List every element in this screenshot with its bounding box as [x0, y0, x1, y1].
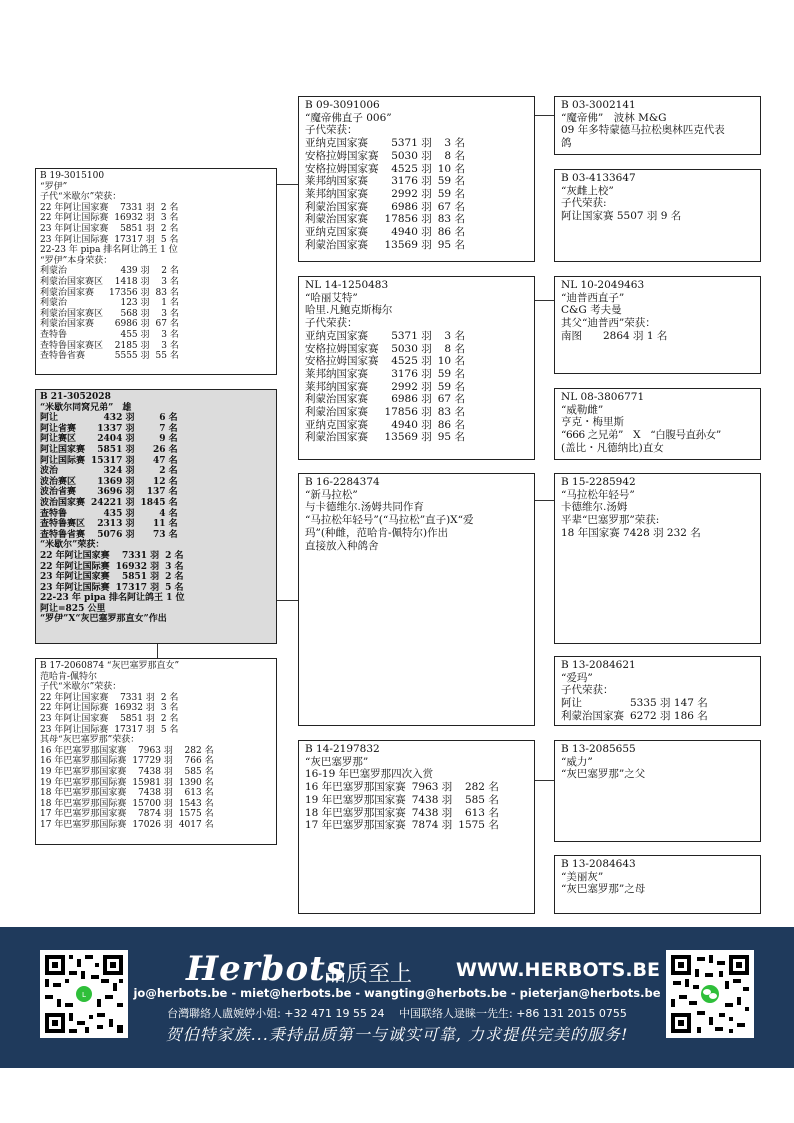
sire-results-own	[40, 266, 272, 361]
sire-note: 子代“米歇尔”荣获：	[40, 192, 122, 203]
ggp-breeder: 亨克・梅里斯	[561, 416, 624, 429]
result-cell: 5030 羽	[391, 342, 432, 355]
result-cell: 3176 羽	[391, 175, 432, 188]
result-cell: 7438 羽	[138, 788, 173, 799]
ggp-note: 子代荣获：	[561, 684, 614, 697]
result-cell: 波治国家赛	[40, 497, 86, 508]
result-cell: 3 名	[165, 561, 184, 572]
result-cell: 5 名	[160, 234, 179, 245]
granddam-paternal-card	[298, 276, 535, 460]
result-cell: 435 羽	[103, 508, 135, 519]
result-cell: 7331 羽	[120, 692, 155, 703]
connector	[157, 644, 158, 658]
result-cell: 利蒙治国家赛	[305, 200, 368, 213]
result-cell: 16 年巴塞罗那国家赛	[305, 781, 406, 794]
connector	[534, 500, 554, 501]
result-cell: 17 年巴塞罗那国家赛	[40, 809, 127, 820]
result-cell: 6986 羽	[114, 319, 150, 330]
result-cell: 24221 羽	[91, 497, 135, 508]
result-cell: 585 名	[184, 766, 214, 777]
dam-note: 子代“米歇尔”荣获：	[40, 682, 122, 693]
sire-ring: B 19-3015100	[40, 171, 105, 181]
result-cell: 2992 羽	[391, 187, 432, 200]
subject-tail: 阿让=825 公里	[40, 603, 106, 614]
result-cell: 13569 羽	[384, 238, 432, 251]
result-cell: 47 名	[152, 455, 178, 466]
result-cell: 利蒙治国家赛	[305, 431, 368, 444]
result-cell: 波治省赛	[40, 487, 77, 498]
result-cell: 282 名	[464, 781, 499, 794]
result-cell: 2313 羽	[97, 519, 135, 530]
result-cell: 17317 羽	[114, 724, 155, 735]
brand-logo: Herbots	[186, 949, 346, 989]
gd1-name: “哈丽艾特”	[305, 291, 358, 304]
result-cell: 3 名	[444, 137, 465, 150]
result-cell: 7874 羽	[138, 809, 173, 820]
subject-card	[35, 389, 277, 644]
result-cell: 67 名	[155, 319, 179, 330]
result-cell: 利蒙治国家赛	[40, 319, 95, 330]
connector	[276, 600, 298, 601]
result-cell: 22 年阿让国际赛	[40, 213, 109, 224]
sire-results-offspring	[40, 203, 272, 245]
result-cell: 5076 羽	[97, 529, 135, 540]
result-cell: 查特鲁赛区	[40, 519, 86, 530]
result-cell: 15700 羽	[132, 798, 173, 809]
gs2-note: 与卡德维尔.汤姆共同作育	[305, 501, 424, 514]
subject-name: “米歇尔同窝兄弟” 雄	[40, 402, 132, 413]
gs2-note: 直接放入种鸽舍	[305, 539, 379, 552]
result-cell: 17317 羽	[114, 234, 155, 245]
result-cell: 73 名	[152, 529, 178, 540]
result-cell: 16932 羽	[115, 561, 160, 572]
result-cell: 16932 羽	[114, 213, 155, 224]
result-cell: 83 名	[437, 406, 465, 419]
result-cell: 2 名	[160, 223, 179, 234]
result-cell: 7438 羽	[138, 766, 173, 777]
result-cell: 22 年阿让国家赛	[40, 550, 110, 561]
result-cell: 439 羽	[120, 266, 150, 277]
result-cell: 2 名	[161, 266, 179, 277]
result-cell: 1337 羽	[97, 423, 135, 434]
result-cell: 3696 羽	[97, 487, 135, 498]
ggp-note: 平辈“巴塞罗那”荣获:	[561, 514, 660, 527]
result-cell: 3 名	[161, 340, 179, 351]
result-cell: 3 名	[160, 703, 179, 714]
ggp-card-2	[554, 169, 761, 262]
ggp-name: “迪普西直子”	[561, 291, 625, 304]
gs2-ring: B 16-2284374	[305, 476, 380, 488]
result-cell: 利蒙治国家赛	[305, 213, 368, 226]
result-cell: 2 名	[160, 202, 179, 213]
result-cell: 22 年阿让国家赛	[40, 692, 109, 703]
result-cell: 22 年阿让国家赛	[40, 202, 109, 213]
ggp-note: (盖比・凡德纳比)直女	[561, 441, 664, 454]
result-cell: 1 名	[161, 298, 179, 309]
sire-mid: “罗伊”本身荣获：	[40, 255, 113, 266]
ggp-note: 南图 2864 羽 1 名	[561, 329, 668, 342]
result-cell: 26 名	[152, 444, 178, 455]
result-cell: 阿让	[40, 413, 59, 424]
result-cell: 2992 羽	[391, 380, 432, 393]
result-cell: 7331 羽	[121, 550, 160, 561]
subject-tail: 22-23 年 pipa 排名阿让鸽王 1 位	[40, 593, 185, 604]
result-cell: 18 年巴塞罗那国家赛	[305, 806, 406, 819]
result-cell: 5851 羽	[120, 223, 155, 234]
result-cell: 23 年阿让国家赛	[40, 223, 109, 234]
result-cell: 5 名	[165, 582, 184, 593]
ggp-card-6	[554, 656, 761, 726]
brand-tagline: 品质至上	[324, 962, 413, 987]
result-cell: 324 羽	[103, 466, 135, 477]
result-cell: 利蒙治国家赛	[305, 406, 368, 419]
result-cell: 568 羽	[120, 308, 150, 319]
email-contacts[interactable]: jo@herbots.be - miet@herbots.be - wangting@herbots.be - pieterjan@herbots.be	[133, 986, 661, 1000]
result-cell: 83 名	[437, 213, 465, 226]
result-cell: 613 名	[464, 806, 499, 819]
result-cell: 莱邦纳国家赛	[305, 187, 368, 200]
ggp-ring: B 15-2285942	[561, 476, 636, 488]
result-cell: 1575 名	[178, 809, 214, 820]
ggp-note: 其父“迪普西”荣获：	[561, 317, 656, 330]
result-cell: 59 名	[437, 187, 465, 200]
result-cell: 23 年阿让国际赛	[40, 234, 109, 245]
gs1-ring: B 09-3091006	[305, 99, 380, 111]
result-cell: 亚纳克国家赛	[305, 329, 368, 342]
result-cell: 1369 羽	[97, 476, 135, 487]
subject-ring: B 21-3052028	[40, 392, 111, 402]
result-cell: 阿让赛区	[40, 434, 77, 445]
result-cell: 17 年巴塞罗那国际赛	[40, 819, 127, 830]
result-cell: 3 名	[160, 213, 179, 224]
result-cell: 8 名	[444, 149, 465, 162]
ggp-note: 18 年国家赛 7428 羽 232 名	[561, 526, 701, 539]
phone-contacts: 台灣聯絡人盧婉婷小姐: +32 471 19 55 24 中国联络人逯睐一先生: +86 131 2015 0755	[167, 1007, 627, 1020]
result-cell: 阿让省赛	[40, 423, 77, 434]
ggp-card-4	[554, 388, 761, 460]
result-cell: 55 名	[155, 351, 179, 362]
result-cell: 67 名	[437, 393, 465, 406]
result-cell: 455 羽	[120, 329, 150, 340]
result-cell: 7438 羽	[411, 793, 453, 806]
result-cell: 6 名	[159, 413, 178, 424]
ggp-ring: B 03-4133647	[561, 172, 636, 184]
result-cell: 13569 羽	[384, 431, 432, 444]
result-cell: 22 年阿让国际赛	[40, 561, 110, 572]
result-cell: 1543 名	[178, 798, 214, 809]
result-cell: 利蒙治国家赛区	[40, 308, 104, 319]
ggp-name: “灰雌上校”	[561, 184, 614, 197]
ggp-ring: B 03-3002141	[561, 99, 636, 111]
result-cell: 18 年巴塞罗那国家赛	[40, 788, 127, 799]
result-cell: 查特鲁	[40, 329, 68, 340]
ggp-results	[561, 697, 754, 722]
gs1-results	[305, 137, 528, 251]
result-cell: 阿让国际赛	[40, 455, 86, 466]
result-cell: 查特鲁省赛	[40, 351, 86, 362]
result-cell: 17856 羽	[384, 213, 432, 226]
sire-mid: 22-23 年 pipa 排名阿让鸽王 1 位	[40, 245, 178, 256]
result-cell: 17 年巴塞罗那国家赛	[305, 819, 406, 832]
result-cell: 95 名	[437, 238, 465, 251]
result-cell: 亚纳克国家赛	[305, 418, 368, 431]
result-cell: 432 羽	[103, 413, 135, 424]
result-cell: 波治赛区	[40, 476, 77, 487]
result-cell: 10 名	[437, 162, 465, 175]
result-cell: 2 名	[160, 713, 179, 724]
result-cell: 59 名	[437, 367, 465, 380]
gs1-name: “魔帝佛直子 006”	[305, 111, 392, 124]
ggp-note: “灰巴塞罗那”之父	[561, 768, 646, 781]
result-cell: 波治	[40, 466, 59, 477]
ggp-card-3	[554, 276, 761, 374]
result-cell: 16 年巴塞罗那国家赛	[40, 745, 127, 756]
subject-sibling-results	[40, 551, 272, 593]
footer-slogan: 贺伯特家族...秉持品质第一与诚实可靠, 力求提供完美的服务!	[165, 1025, 629, 1044]
result-cell: 7963 羽	[411, 781, 453, 794]
gd1-results	[305, 330, 528, 444]
ggp-card-7	[554, 740, 761, 842]
result-cell: 5335 羽 147 名	[630, 697, 708, 710]
gd2-ring: B 14-2197832	[305, 743, 380, 755]
result-cell: 17026 羽	[132, 819, 173, 830]
subject-mid: “米歇尔”荣获：	[40, 540, 105, 551]
ggp-ring: NL 08-3806771	[561, 391, 645, 403]
result-cell: 安格拉姆国家赛	[305, 342, 379, 355]
dam-results-mother	[40, 746, 272, 831]
result-cell: 3 名	[444, 329, 465, 342]
qr-code-wechat-icon[interactable]	[666, 950, 754, 1038]
result-cell: 1845 名	[140, 497, 178, 508]
dam-results-offspring	[40, 693, 272, 735]
ggp-card-1	[554, 96, 761, 155]
result-cell: 15981 羽	[132, 777, 173, 788]
connector	[534, 780, 554, 781]
result-cell: 7438 羽	[411, 806, 453, 819]
result-cell: 2 名	[160, 692, 179, 703]
result-cell: 2 名	[165, 572, 184, 583]
result-cell: 123 羽	[120, 298, 150, 309]
result-cell: 3176 羽	[391, 367, 432, 380]
ggp-name: “魔帝佛” 波林 M&G	[561, 111, 667, 124]
granddam-maternal-card	[298, 740, 535, 914]
result-cell: 23 年阿让国家赛	[40, 572, 110, 583]
result-cell: 查特鲁省赛	[40, 529, 86, 540]
footer-banner	[0, 927, 794, 1068]
result-cell: 23 年阿让国际赛	[40, 724, 109, 735]
ggp-breeder: 卡德维尔.汤姆	[561, 501, 628, 514]
result-cell: 7 名	[159, 423, 178, 434]
result-cell: 86 名	[437, 226, 465, 239]
svg-text:L: L	[82, 991, 86, 999]
result-cell: 7331 羽	[120, 202, 155, 213]
result-cell: 莱邦纳国家赛	[305, 380, 368, 393]
result-cell: 2 名	[159, 466, 178, 477]
result-cell: 5851 羽	[121, 572, 160, 583]
result-cell: 2404 羽	[97, 434, 135, 445]
gs2-note: “马拉松年轻号”(“马拉松”直子)X“爱	[305, 514, 474, 527]
result-cell: 10 名	[437, 355, 465, 368]
result-cell: 16932 羽	[114, 703, 155, 714]
result-cell: 安格拉姆国家赛	[305, 162, 379, 175]
result-cell: 查特鲁国家赛区	[40, 340, 104, 351]
result-cell: 6272 羽 186 名	[630, 709, 708, 722]
result-cell: 1418 羽	[114, 276, 150, 287]
result-cell: 5030 羽	[391, 149, 432, 162]
result-cell: 17856 羽	[384, 406, 432, 419]
grandsire-maternal-card	[298, 473, 535, 726]
ggp-note: “666 之兄弟” X “白腹号直孙女”	[561, 429, 721, 442]
dam-card	[35, 658, 277, 845]
result-cell: 17317 羽	[115, 582, 160, 593]
grandsire-paternal-card	[298, 96, 535, 262]
result-cell: 5555 羽	[114, 351, 150, 362]
result-cell: 9 名	[159, 434, 178, 445]
result-cell: 4940 羽	[391, 226, 432, 239]
gs2-name: “新马拉松”	[305, 488, 358, 501]
gd1-breeder: 哈里.凡鲍克斯梅尔	[305, 304, 393, 317]
result-cell: 4525 羽	[391, 355, 432, 368]
sire-card	[35, 168, 277, 375]
ggp-note: 阿让国家赛 5507 羽 9 名	[561, 210, 682, 223]
dam-mid: 其母“灰巴塞罗那”荣获：	[40, 735, 140, 746]
result-cell: 23 年阿让国家赛	[40, 713, 109, 724]
result-cell: 137 名	[146, 487, 178, 498]
ggp-name: “威勒雌”	[561, 403, 604, 416]
ggp-ring: B 13-2085655	[561, 743, 636, 755]
ggp-ring: B 13-2084643	[561, 858, 636, 870]
result-cell: 利蒙治国家赛	[561, 709, 624, 722]
result-cell: 4017 名	[178, 819, 214, 830]
result-cell: 3 名	[161, 276, 179, 287]
result-cell: 4940 羽	[391, 418, 432, 431]
result-cell: 亚纳克国家赛	[305, 137, 368, 150]
result-cell: 安格拉姆国家赛	[305, 355, 379, 368]
result-cell: 18 年巴塞罗那国际赛	[40, 798, 127, 809]
gs2-note: 玛”(种雌，范哈肯-佩特尔)作出	[305, 526, 449, 539]
result-cell: 95 名	[437, 431, 465, 444]
result-cell: 亚纳克国家赛	[305, 226, 368, 239]
result-cell: 阿让国家赛	[40, 444, 86, 455]
subject-tail: “罗伊”X“灰巴塞罗那直女”作出	[40, 614, 167, 625]
result-cell: 5371 羽	[391, 329, 432, 342]
result-cell: 利蒙治国家赛	[40, 287, 95, 298]
ggp-note: 鸽	[561, 137, 572, 150]
dam-breeder: 范哈肯-佩特尔	[40, 671, 98, 682]
ggp-card-8	[554, 855, 761, 914]
result-cell: 7874 羽	[411, 819, 453, 832]
result-cell: 67 名	[437, 200, 465, 213]
result-cell: 282 名	[184, 745, 214, 756]
result-cell: 15317 羽	[91, 455, 135, 466]
result-cell: 59 名	[437, 380, 465, 393]
result-cell: 17356 羽	[109, 287, 150, 298]
result-cell: 4525 羽	[391, 162, 432, 175]
result-cell: 1575 名	[458, 819, 499, 832]
result-cell: 6986 羽	[391, 200, 432, 213]
result-cell: 4 名	[159, 508, 178, 519]
result-cell: 查特鲁	[40, 508, 68, 519]
ggp-note: 子代荣获:	[561, 197, 607, 210]
ggp-card-5	[554, 473, 761, 644]
ggp-breeder: C&G 考夫曼	[561, 304, 622, 317]
result-cell: 8 名	[444, 342, 465, 355]
result-cell: 利蒙治国家赛	[305, 238, 368, 251]
result-cell: 86 名	[437, 418, 465, 431]
result-cell: 22 年阿让国际赛	[40, 703, 109, 714]
result-cell: 莱邦纳国家赛	[305, 175, 368, 188]
result-cell: 利蒙治国家赛	[305, 393, 368, 406]
result-cell: 1390 名	[178, 777, 214, 788]
ggp-name: “爱玛”	[561, 671, 593, 684]
ggp-name: “美丽灰”	[561, 870, 604, 883]
ggp-ring: NL 10-2049463	[561, 279, 645, 291]
result-cell: 安格拉姆国家赛	[305, 149, 379, 162]
subject-results	[40, 413, 272, 540]
result-cell: 16 年巴塞罗那国际赛	[40, 756, 127, 767]
result-cell: 3 名	[161, 329, 179, 340]
result-cell: 59 名	[437, 175, 465, 188]
connector	[276, 184, 298, 185]
result-cell: 利蒙治国家赛区	[40, 276, 104, 287]
result-cell: 5851 羽	[120, 713, 155, 724]
sire-name: “罗伊”	[40, 181, 68, 192]
result-cell: 19 年巴塞罗那国家赛	[40, 766, 127, 777]
result-cell: 2 名	[165, 550, 184, 561]
result-cell: 莱邦纳国家赛	[305, 367, 368, 380]
ggp-ring: B 13-2084621	[561, 659, 636, 671]
result-cell: 12 名	[152, 476, 178, 487]
connector	[534, 115, 554, 116]
result-cell: 阿让	[561, 697, 582, 710]
result-cell: 利蒙治	[40, 298, 68, 309]
connector	[534, 300, 554, 301]
result-cell: 17729 羽	[132, 756, 173, 767]
result-cell: 23 年阿让国际赛	[40, 582, 110, 593]
result-cell: 5851 羽	[97, 444, 135, 455]
gd2-results	[305, 781, 528, 832]
ggp-name: “马拉松年轻号”	[561, 488, 635, 501]
gs1-note: 子代荣获：	[305, 124, 358, 137]
result-cell: 613 名	[184, 788, 214, 799]
result-cell: 11 名	[152, 519, 178, 530]
gd1-ring: NL 14-1250483	[305, 279, 389, 291]
dam-ring: B 17-2060874 “灰巴塞罗那直女”	[40, 661, 180, 671]
result-cell: 3 名	[161, 308, 179, 319]
ggp-name: “威力”	[561, 755, 593, 768]
gd2-name: “灰巴塞罗那”	[305, 755, 369, 768]
result-cell: 83 名	[155, 287, 179, 298]
result-cell: 5371 羽	[391, 137, 432, 150]
result-cell: 19 年巴塞罗那国家赛	[305, 793, 406, 806]
ggp-note: “灰巴塞罗那”之母	[561, 883, 646, 896]
result-cell: 19 年巴塞罗那国际赛	[40, 777, 127, 788]
ggp-note: 09 年多特蒙德马拉松奥林匹克代表	[561, 124, 725, 137]
result-cell: 766 名	[184, 756, 214, 767]
result-cell: 利蒙治	[40, 266, 68, 277]
result-cell: 5 名	[160, 724, 179, 735]
gd2-note: 16-19 年巴塞罗那四次入赏	[305, 768, 434, 781]
result-cell: 6986 羽	[391, 393, 432, 406]
gd1-note: 子代荣获：	[305, 317, 358, 330]
result-cell: 585 名	[464, 793, 499, 806]
result-cell: 7963 羽	[138, 745, 173, 756]
website-link[interactable]: WWW.HERBOTS.BE	[456, 959, 661, 981]
result-cell: 2185 羽	[114, 340, 150, 351]
